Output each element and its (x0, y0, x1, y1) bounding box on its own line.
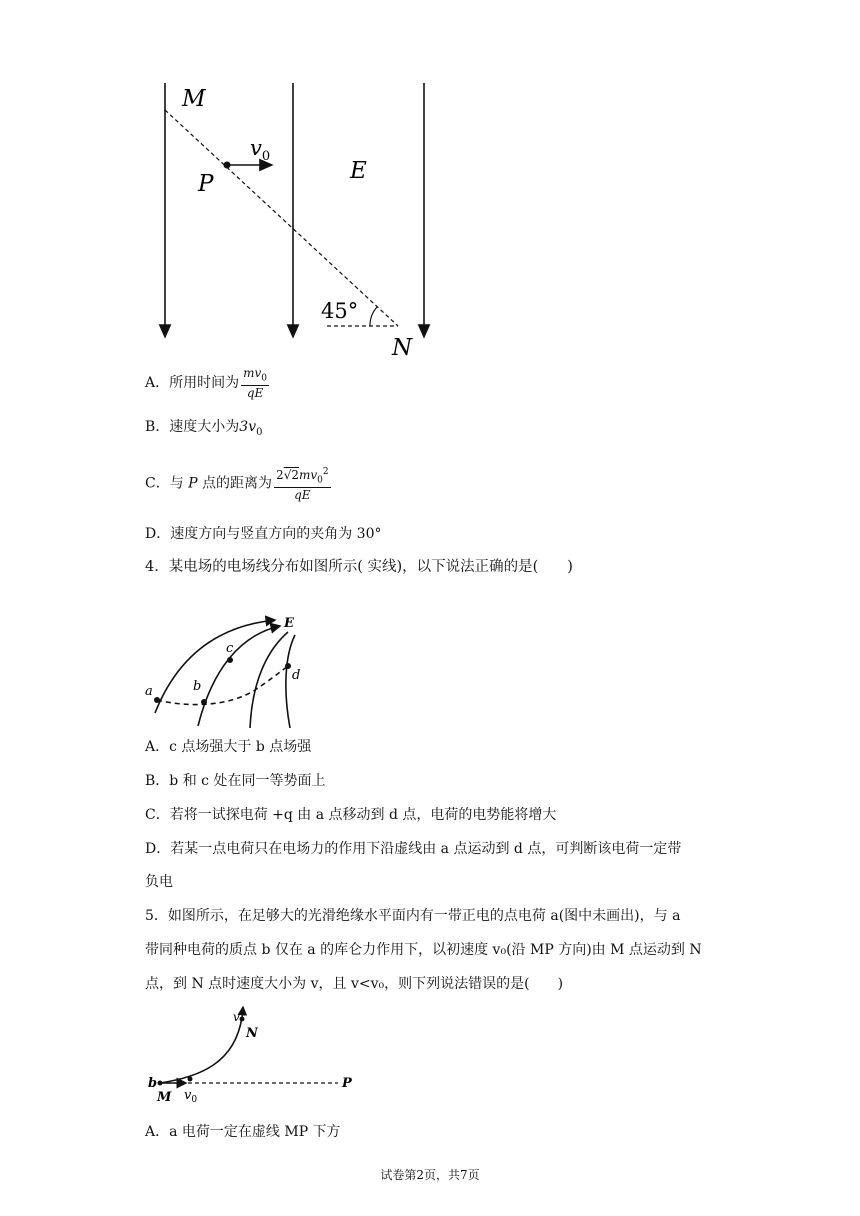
fraction-distance: $\frac{2√2mv_0^2}{qE}$ (276, 467, 329, 503)
label-b: b (193, 679, 202, 694)
label-c: c (226, 641, 234, 656)
label-n: N (392, 335, 413, 361)
label-v0: v (184, 1088, 192, 1103)
figure-field-plates (140, 75, 450, 365)
label-n: N (246, 1026, 258, 1041)
label-e: E (350, 158, 367, 184)
svg-text:v0 (250, 136, 270, 164)
label-v0: v (250, 136, 262, 160)
q3-option-d: D．速度方向与竖直方向的夹角为 30° (145, 526, 382, 542)
q5-option-a: A．a 电荷一定在虚线 MP 下方 (145, 1124, 341, 1140)
point-mid (188, 1077, 193, 1082)
page-footer: 试卷第2页，共7页 (380, 1168, 480, 1182)
point-m (158, 1081, 163, 1086)
q4-option-d-line1: D．若某一点电荷只在电场力的作用下沿虚线由 a 点运动到 d 点，可判断该电荷一定带 (145, 841, 682, 857)
diagonal-path (165, 110, 398, 326)
dashed-trajectory (157, 666, 288, 705)
label-b: b (148, 1076, 158, 1091)
label-p: P (198, 171, 214, 197)
q4-stem: 4．某电场的电场线分布如图所示( 实线)，以下说法正确的是( ) (145, 559, 573, 575)
label-v0-sub: 0 (261, 149, 271, 164)
q5-stem-line1: 5．如图所示，在足够大的光滑绝缘水平面内有一带正电的点电荷 a(图中未画出)，与 a (145, 908, 681, 924)
q5-stem-line2: 带同种电荷的质点 b 仅在 a 的库仑力作用下，以初速度 v₀(沿 MP 方向)由 M 点运动到 N (145, 942, 702, 958)
label-p: P (342, 1076, 352, 1091)
q3-option-b: B．速度大小为$3v_0$ (145, 419, 263, 438)
label-d: d (292, 668, 301, 683)
point-n (240, 1017, 245, 1022)
label-v: v (233, 1010, 240, 1024)
label-e: E (284, 616, 294, 631)
figure-trajectory-mn (140, 1005, 370, 1115)
q4-option-d-line2: 负电 (145, 874, 173, 890)
point-b (201, 699, 207, 705)
point-a (154, 697, 160, 703)
point-c (227, 657, 233, 663)
label-angle: 45° (321, 299, 359, 323)
label-a: a (145, 684, 153, 699)
point-d (285, 663, 291, 669)
q3-option-c: C．与 P 点的距离为 $\frac{2√2mv_0^2}{qE}$ (145, 467, 329, 503)
trajectory-curve (160, 1017, 242, 1083)
q4-option-b: B．b 和 c 处在同一等势面上 (145, 773, 326, 789)
fraction-time: $\frac{mv_0}{qE}$ (243, 366, 268, 401)
label-m: M (182, 86, 206, 112)
q4-option-c: C．若将一试探电荷 +q 由 a 点移动到 d 点，电荷的电势能将增大 (145, 807, 557, 823)
q3-option-a: A．所用时间为 $\frac{mv_0}{qE}$ (145, 366, 268, 401)
svg-text:v0 (184, 1088, 197, 1105)
angle-arc (370, 307, 377, 326)
label-v0-sub: 0 (191, 1095, 198, 1105)
label-m: M (157, 1090, 172, 1105)
figure-curved-field (140, 610, 320, 730)
q5-stem-line3: 点，到 N 点时速度大小为 v，且 v<v₀，则下列说法错误的是( ) (145, 976, 564, 992)
q4-option-a: A．c 点场强大于 b 点场强 (145, 739, 312, 755)
